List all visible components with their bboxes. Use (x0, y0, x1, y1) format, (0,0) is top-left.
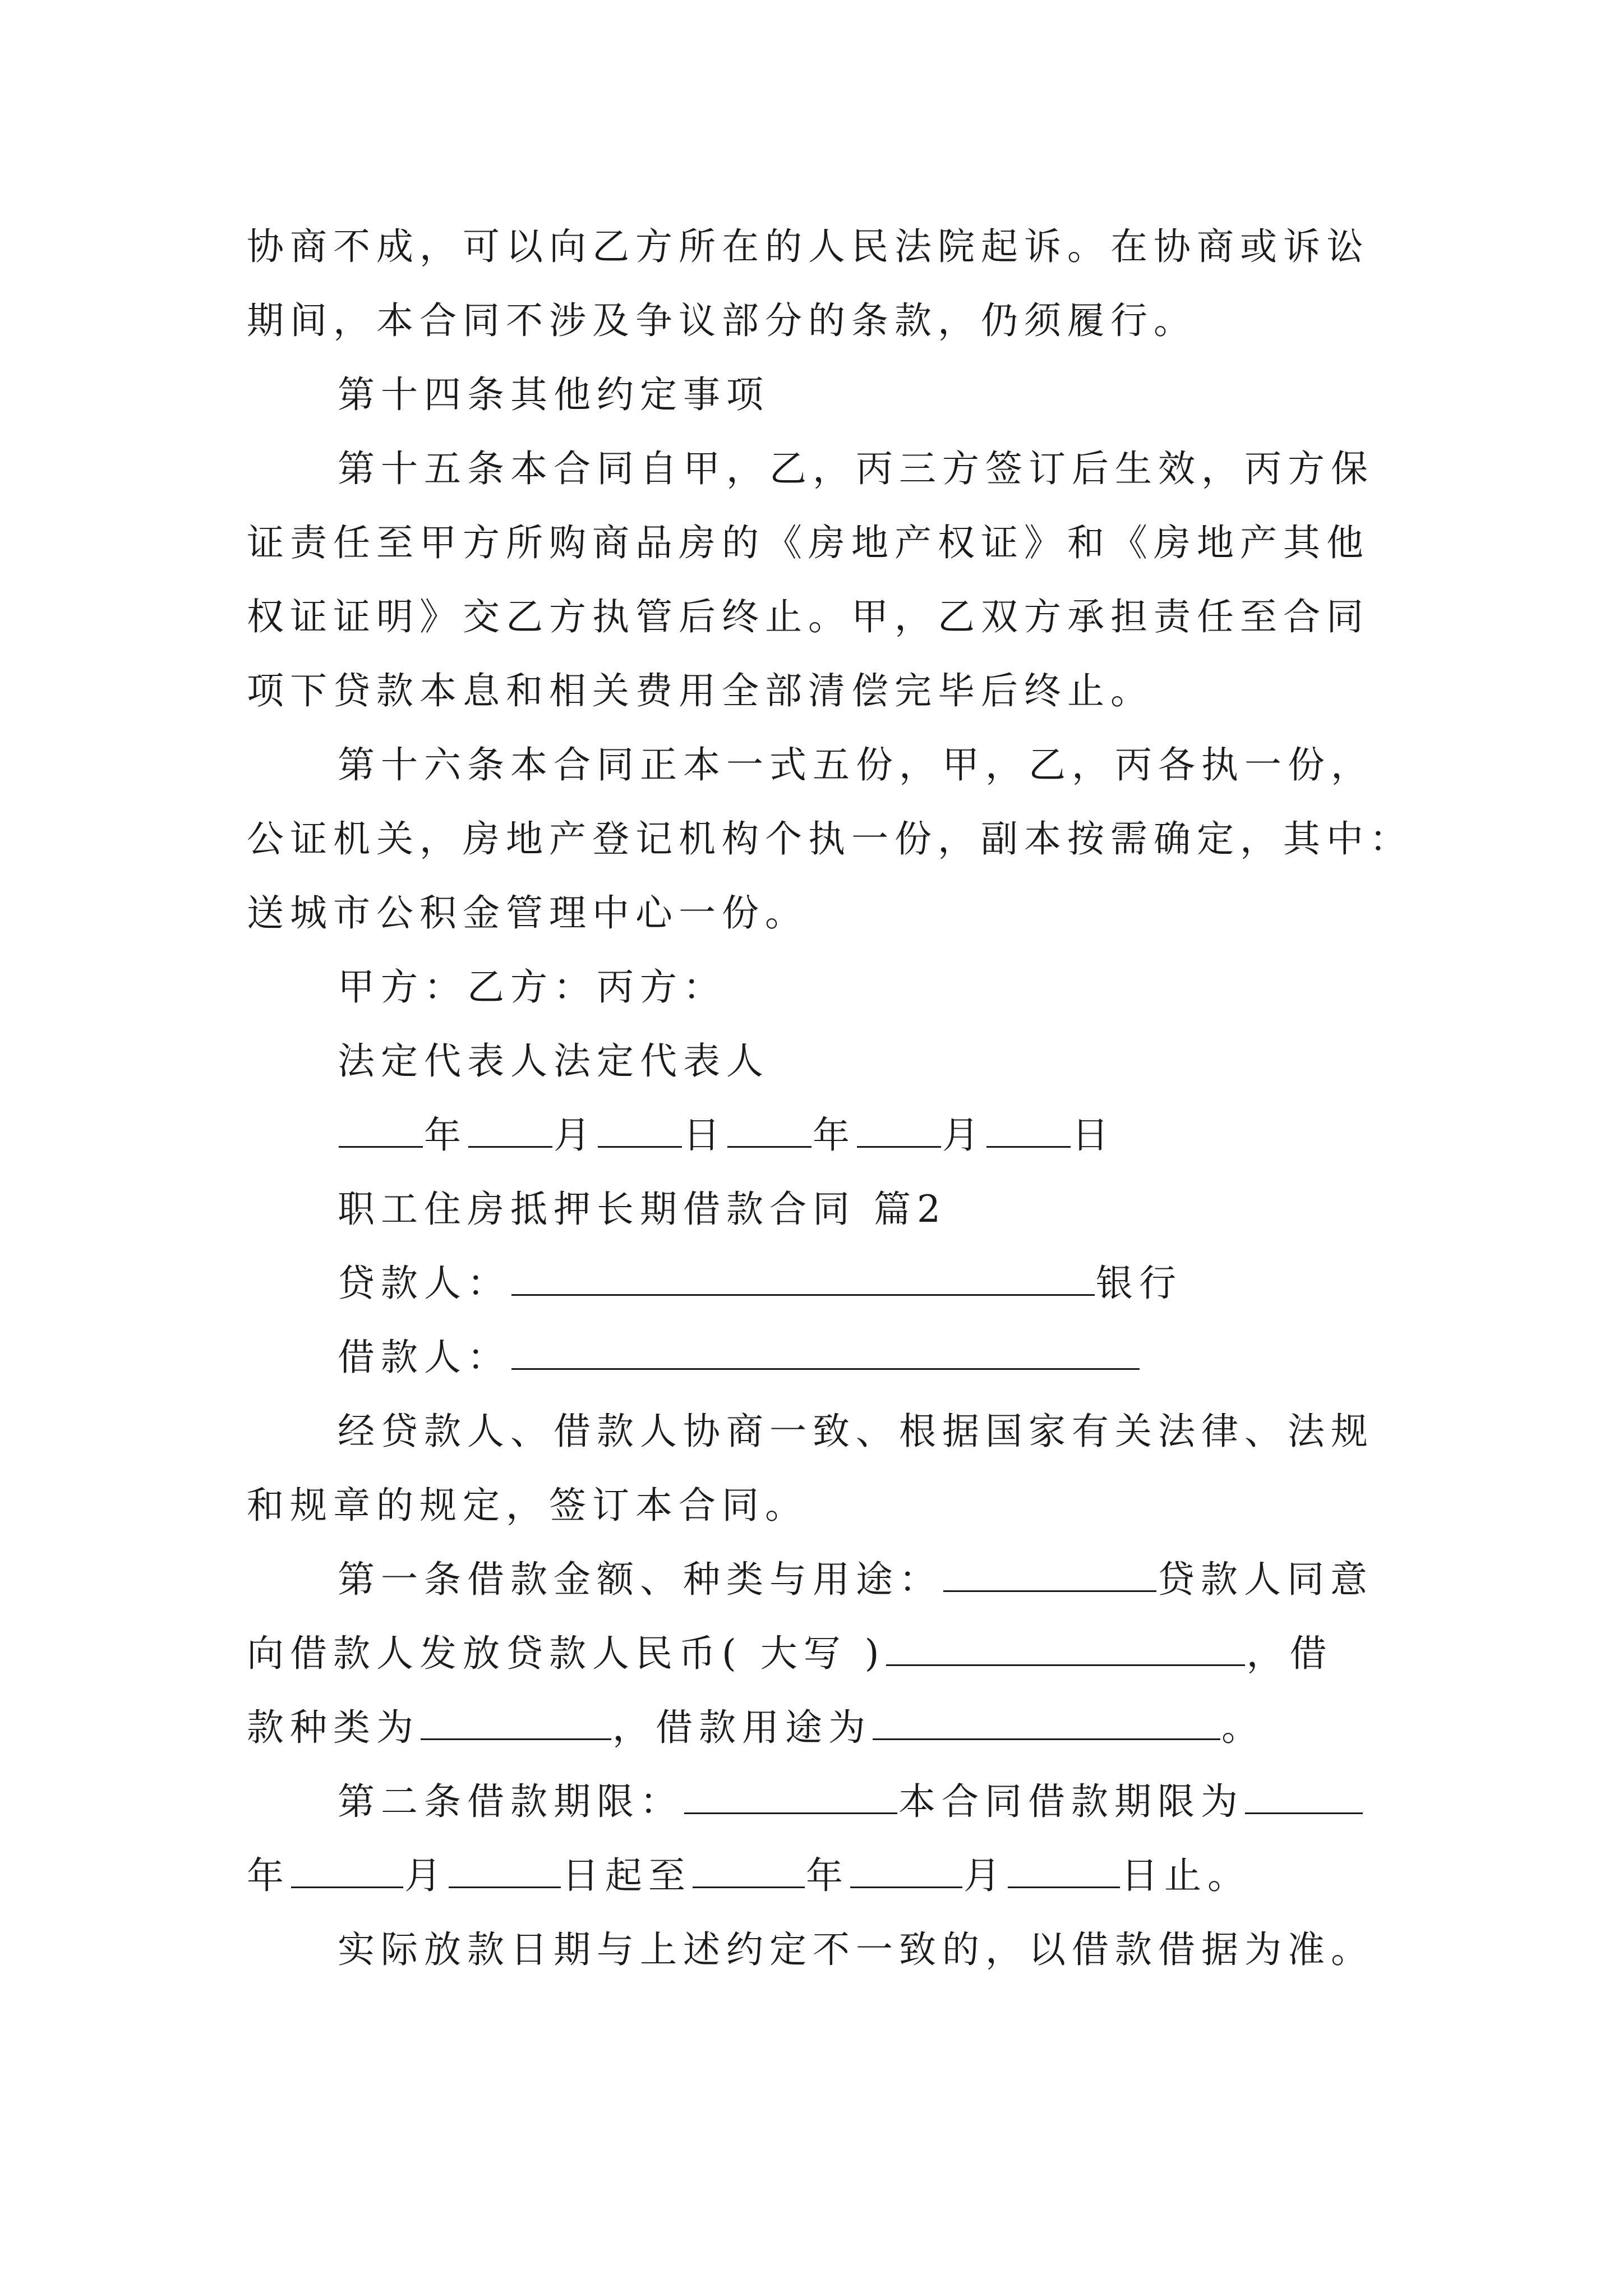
term-blank[interactable] (1245, 1780, 1363, 1814)
month-label: 月 (404, 1854, 448, 1897)
date-blank[interactable] (857, 1114, 941, 1148)
article-1-blank[interactable] (943, 1558, 1156, 1592)
paragraph-line: 证责任至甲方所购商品房的《房地产权证》和《房地产其他 (247, 521, 1370, 564)
lender-suffix: 银行 (1096, 1262, 1182, 1305)
paragraph-line: 期间，本合同不涉及争议部分的条款，仍须履行。 (247, 299, 1197, 342)
article-2-line (338, 1779, 1364, 1824)
date-blank[interactable] (468, 1114, 552, 1148)
article-2-label: 第二条借款期限： (338, 1780, 683, 1823)
section-title: 职工住房抵押长期借款合同 篇2 (338, 1188, 947, 1231)
date-blank[interactable] (727, 1114, 811, 1148)
year-label: 年 (247, 1854, 290, 1897)
year-label: 年 (813, 1114, 856, 1157)
paragraph-line: 协商不成，可以向乙方所在的人民法院起诉。在协商或诉讼 (247, 225, 1370, 268)
article-1-text: 向借款人发放贷款人民币( 大写 ) (247, 1632, 886, 1675)
date-blank[interactable] (693, 1854, 805, 1888)
day-label: 日 (1072, 1114, 1115, 1157)
date-blank[interactable] (339, 1114, 423, 1148)
date-blank[interactable] (1008, 1854, 1120, 1888)
paragraph-line: 第十五条本合同自甲，乙，丙三方签订后生效，丙方保 (338, 447, 1374, 490)
paragraph-line: 经贷款人、借款人协商一致、根据国家有关法律、法规 (338, 1410, 1374, 1453)
month-label: 月 (554, 1114, 597, 1157)
article-2-blank[interactable] (684, 1780, 897, 1814)
date-blank[interactable] (850, 1854, 962, 1888)
loan-purpose-blank[interactable] (873, 1706, 1220, 1740)
year-label: 年 (806, 1854, 849, 1897)
paragraph-line: 公证机关，房地产登记机构个执一份，副本按需确定，其中： (247, 817, 1413, 861)
paragraph-line: 项下贷款本息和相关费用全部清偿完毕后终止。 (247, 669, 1154, 712)
date-blank[interactable] (986, 1114, 1071, 1148)
loan-amount-blank[interactable] (886, 1632, 1245, 1666)
borrower-name-blank[interactable] (511, 1336, 1140, 1370)
date-blank[interactable] (291, 1854, 403, 1888)
signatory-parties: 甲方：乙方：丙方： (338, 965, 726, 1009)
article-1-text: ，借 (1246, 1632, 1333, 1675)
lender-label: 贷款人： (338, 1262, 510, 1305)
borrower-label: 借款人： (338, 1336, 510, 1379)
article-1-text: ，借款用途为 (612, 1706, 872, 1749)
paragraph-line: 权证证明》交乙方执管后终止。甲，乙双方承担责任至合同 (247, 595, 1370, 638)
borrower-line (338, 1335, 1141, 1380)
article-1-line (247, 1705, 1265, 1750)
article-14-heading: 第十四条其他约定事项 (338, 373, 769, 416)
month-label: 月 (942, 1114, 985, 1157)
paragraph-line: 和规章的规定，签订本合同。 (247, 1484, 808, 1527)
article-1-text: 款种类为 (247, 1706, 419, 1749)
year-label: 年 (424, 1114, 467, 1157)
month-label: 月 (963, 1854, 1007, 1897)
date-blank[interactable] (598, 1114, 682, 1148)
lender-name-blank[interactable] (511, 1262, 1095, 1296)
paragraph-line: 第十六条本合同正本一式五份，甲，乙，丙各执一份， (338, 743, 1374, 786)
article-1-line (338, 1557, 1373, 1602)
paragraph-line: 实际放款日期与上述约定不一致的，以借款借据为准。 (338, 1928, 1374, 1971)
article-2-line (247, 1853, 1251, 1898)
date-blank[interactable] (449, 1854, 561, 1888)
signing-dates (338, 1113, 1115, 1158)
lender-line (338, 1261, 1182, 1306)
article-2-text: 日起至 (562, 1854, 691, 1897)
article-2-text: 日止。 (1121, 1854, 1251, 1897)
loan-type-blank[interactable] (421, 1706, 611, 1740)
legal-representatives: 法定代表人法定代表人 (338, 1039, 769, 1083)
article-2-text: 本合同借款期限为 (898, 1780, 1244, 1823)
article-1-line (247, 1631, 1332, 1676)
paragraph-line: 送城市公积金管理中心一份。 (247, 891, 808, 935)
article-1-text: 。 (1221, 1706, 1265, 1749)
article-1-text: 贷款人同意 (1158, 1558, 1373, 1601)
day-label: 日 (683, 1114, 726, 1157)
article-1-label: 第一条借款金额、种类与用途： (338, 1558, 942, 1601)
